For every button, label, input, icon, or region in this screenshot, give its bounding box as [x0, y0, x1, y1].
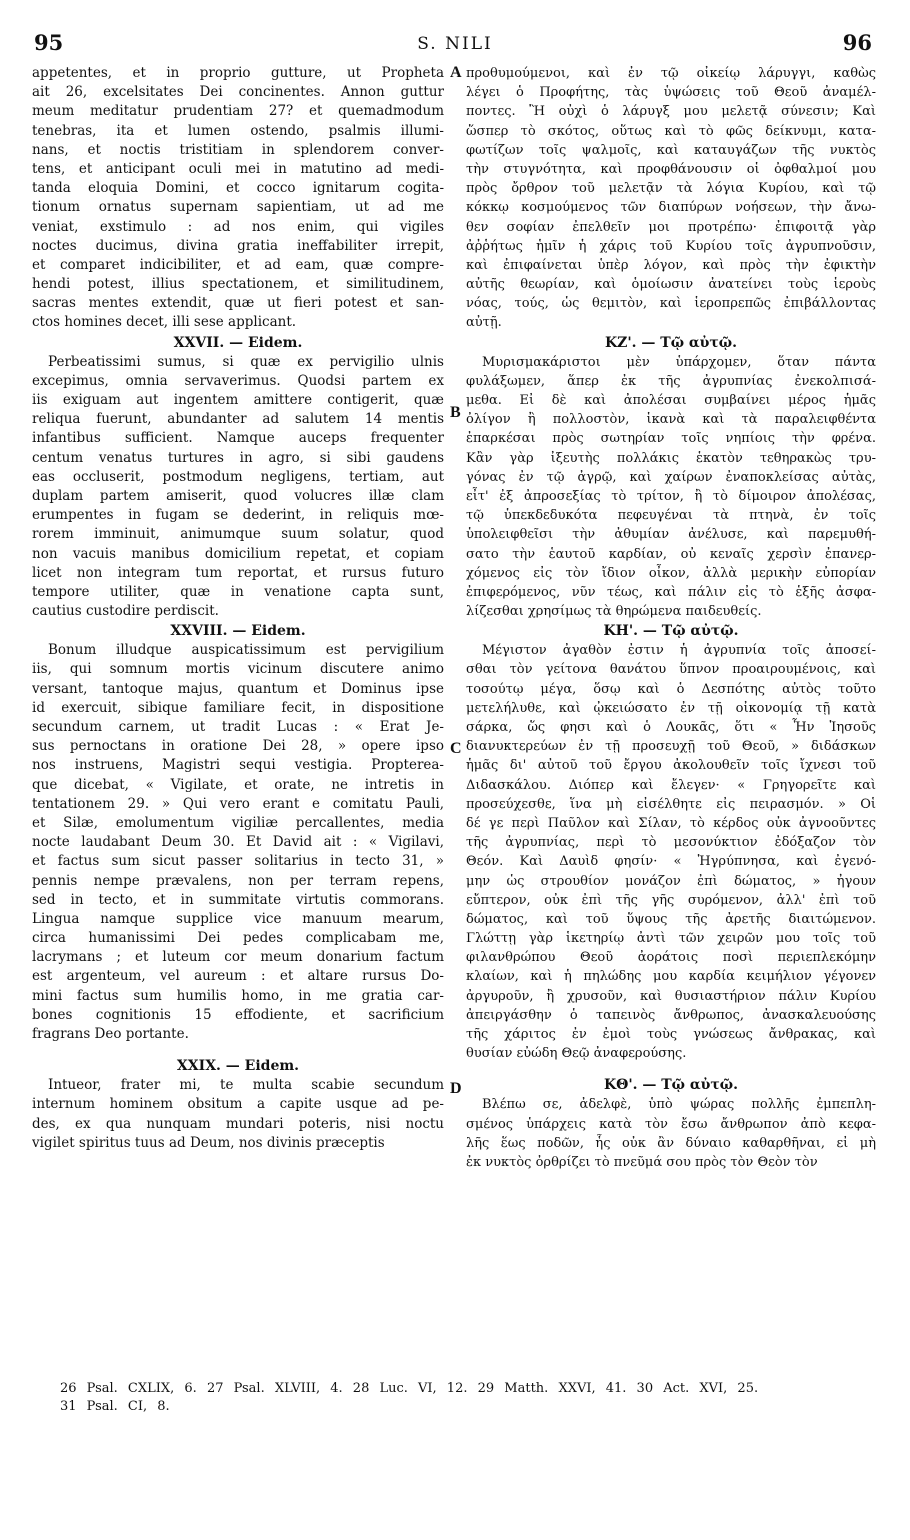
greek-column [466, 64, 876, 1172]
latin-text-line: erumpentes in fugam se dederint, in reliquis mœ- [32, 507, 444, 524]
greek-text-line: τῆς χάριτος ἐν ἐμοὶ τοὺς γνώσεως ἄνθρακας, καὶ [466, 1027, 876, 1042]
latin-text-line: sacras mentes extendit, quæ ut fieri potest et san- [32, 295, 444, 312]
greek-text-line: θεν σοφίαν ἐπελθεῖν μοι προτρέπω· ἐπιφοιτᾷ γὰρ [466, 219, 876, 235]
greek-text-line: τῆς ἀγρυπνίας, περὶ τὸ μεσονύκτιον ἐδόξαζον τὸν [466, 835, 876, 851]
latin-text-line: hendi potest, illius spectationem, et similitudinem, [32, 276, 444, 293]
latin-text-line: id exercuit, sibique familiare fecit, in dispositione [32, 699, 444, 716]
greek-text-line: χόμενος εἰς τὸν ἴδιον οἶκον, ἀλλὰ μερικὴν εὐπορίαν [466, 565, 876, 581]
greek-text-line: φωτίζων τοῖς ψαλμοῖς, καὶ καταυγάζων τῆς νυκτὸς [466, 142, 876, 158]
margin-letter-a: A [450, 64, 462, 81]
greek-text-line: φιλανθρώπου Θεοῦ ἀοράτοις ποσὶ περιεπλεκόμην [466, 950, 876, 966]
running-title: S. NILI [417, 34, 493, 54]
latin-text-line: meum meditatur prudentiam 27? et quemadmodum [32, 103, 444, 120]
greek-text-line: Διδασκάλου. Διόπερ καὶ ἔλεγεν· « Γρηγορεῖτε καὶ [466, 777, 876, 793]
greek-text-line: ἀῤῥήτως ἡμῖν ἡ χάρις τοῦ Κυρίου τοῖς ἀγρυπνοῦσιν, [466, 238, 876, 254]
latin-text-line: excepimus, omnia servaverimus. Quodsi partem ex [32, 372, 444, 389]
left-page-number: 95 [34, 30, 64, 55]
latin-text-line: nans, et noctis tristitiam in splendorem conver- [32, 141, 444, 158]
latin-text-line: eas occluserit, postmodum negligens, tertiam, aut [32, 468, 444, 485]
greek-text-line: μην ὡς στρουθίον μονάζον ἐπὶ δώματος, » ἠγουν [466, 873, 876, 889]
latin-text-line: iis exiguam aut ingentem amittere contigerit, quæ [32, 392, 444, 408]
greek-text-line: ὑπολειφθεῖσι τὴν ἀθυμίαν ἀνέλυσε, καὶ παρεμυθή- [466, 527, 876, 543]
greek-text-line: λέγει ὁ Προφήτης, τὰς ὑψώσεις τοῦ Θεοῦ ἀναμέλ- [466, 85, 876, 101]
greek-text-line: Βλέπω σε, ἀδελφὲ, ὑπὸ ψώρας πολλῆς ἐμπεπλη- [482, 1097, 876, 1113]
greek-text-line: δώματος, καὶ τοῦ ὕψους τῆς ἀρετῆς διαιτώμενον. [466, 911, 876, 927]
greek-text-line: Μυρισμακάριστοι μὲν ὑπάρχομεν, ὅταν πάντα [482, 354, 876, 370]
latin-text-line: tionum ornatus supernam sapientiam, ut ad me [32, 199, 444, 216]
latin-text-line: duplam partem amiserit, quod volucres illæ clam [32, 487, 444, 504]
greek-section-heading: ΚΖ'. — Τῷ αὐτῷ. [604, 334, 738, 351]
greek-section-heading: ΚΗ'. — Τῷ αὐτῷ. [603, 623, 739, 640]
footnote-line: 26 Psal. CXLIX, 6. 27 Psal. XLVIII, 4. 28 Luc. VI, 12. 29 Matth. XXVI, 41. 30 Act. XVI, 25. [60, 1381, 759, 1396]
latin-text-line: tens, et anticipant oculi mei in matutino ad medi- [32, 160, 444, 177]
greek-text-line: πρὸς ὄρθρον τοῦ μελετᾷν τὰ λόγια Κυρίου, καὶ τῷ [466, 181, 876, 197]
greek-text-line: σθαι τὸν γείτονα θανάτου ὕπνον προαιρουμένοις, καὶ [466, 662, 876, 678]
latin-text-line: lacrymans ; et luteum cor meum donarium factum [32, 949, 444, 966]
margin-letter-b: B [450, 404, 461, 421]
latin-text-line: Intueor, frater mi, te multa scabie secundum [48, 1077, 444, 1094]
greek-text-line: καὶ ἐπιφαίνεται ὑπὲρ λόγον, καὶ πρὸς τὴν ἐφικτὴν [466, 257, 876, 273]
greek-text-line: διανυκτερεύων ἐν τῇ προσευχῇ τοῦ Θεοῦ, » διδάσκων [466, 739, 876, 755]
latin-text-line: fragrans Deo portante. [32, 1026, 189, 1042]
greek-text-line: ἐπιφερόμενος, νῦν τέως, καὶ πάλιν εἰς τὸ ἑξῆς ἀσφα- [466, 584, 876, 600]
greek-text-line: λίζεσθαι χρησίμως τὰ θηρώμενα παιδευθείς. [466, 604, 762, 620]
footnote-line: 31 Psal. CI, 8. [60, 1399, 170, 1414]
greek-text-line: Μέγιστον ἀγαθὸν ἐστιν ἡ ἀγρυπνία τοῖς ἀποσεί- [482, 643, 876, 659]
latin-section-heading: XXIX. — Eidem. [176, 1058, 300, 1075]
greek-text-line: λῆς ἕως ποδῶν, ἧς οὐκ ἂν δύναιο καθαρθῆναι, εἰ μὴ [466, 1135, 876, 1151]
greek-text-line: ὥσπερ τὸ σκότος, οὕτως καὶ τὸ φῶς δείκνυμι, κατα- [466, 123, 876, 139]
greek-text-line: μεθα. Εἰ δὲ καὶ ἀπολέσαι συμβαίνει μέρος ἡμᾶς [466, 393, 876, 408]
latin-text-line: vigilet spiritus tuus ad Deum, nos divinis præceptis [32, 1134, 385, 1151]
latin-text-line: infantibus sufficient. Namque auceps frequenter [32, 430, 444, 447]
greek-text-line: ἐκ νυκτὸς ὀρθρίζει τὸ πνεῦμά σου πρὸς τὸν Θεὸν τὸν [466, 1154, 818, 1170]
latin-text-line: tempore utiliter, quæ in venatione capta sunt, [32, 583, 444, 600]
latin-column [32, 64, 444, 1153]
latin-section-heading: XXVIII. — Eidem. [170, 623, 306, 640]
greek-text-line: γόνας ἐν τῷ ἀγρῷ, καὶ χαίρων ἐναποκλείσας αὐτὰς, [466, 469, 876, 485]
latin-text-line: Perbeatissimi sumus, si quæ ex pervigilio ulnis [48, 353, 444, 370]
latin-text-line: rorem imminuit, animumque suum solatur, quod [32, 526, 444, 543]
greek-text-line: τὴν στυγνότητα, καὶ προφθάνουσιν οἱ ὀφθαλμοί μου [466, 161, 876, 177]
greek-text-line: ἐπαρκέσαι πρὸς σωτηρίαν τοῖς νηπίοις τὴν φρένα. [466, 431, 876, 447]
latin-text-line: et comparet indicibiliter, et ad eam, quæ compre- [32, 256, 444, 273]
latin-text-line: appetentes, et in proprio gutture, ut Propheta [32, 65, 444, 81]
latin-text-line: noctes ducimus, divina gratia ineffabiliter irrepit, [32, 237, 444, 254]
latin-text-line: sed in tecto, et in summitate virtutis commorans. [32, 891, 444, 908]
greek-text-line: τῷ ὑπεκδεδυκότα πεφευγέναι τὰ πτηνὰ, ἐν τοῖς [466, 508, 876, 524]
margin-letter-c: C [450, 740, 462, 757]
latin-text-line: pennis nempe prævalens, non per terram repens, [32, 872, 444, 889]
greek-text-line: αὐτῇ. [466, 315, 502, 331]
right-page-number: 96 [842, 30, 872, 55]
latin-text-line: secundum carnem, ut tradit Lucas : « Erat Je- [32, 719, 444, 735]
greek-text-line: προσεύχεσθε, ἵνα μὴ εἰσέλθητε εἰς πειρασμόν. » Οἱ [466, 796, 876, 812]
latin-text-line: non vacuis manibus domicilium repetat, et copiam [32, 545, 444, 562]
latin-text-line: et Silæ, emolumentum vigiliæ percallentes, media [32, 814, 444, 831]
greek-text-line: νόας, τούς, ὡς θεμιτὸν, καὶ ἱεροπρεπῶς ἐπιβάλλοντας [466, 296, 876, 312]
latin-text-line: mini factus sum humilis homo, in me gratia car- [32, 987, 444, 1004]
latin-text-line: versant, tantoque majus, quantum et Dominus ipse [32, 680, 444, 697]
latin-text-line: ctos homines decet, illi sese applicant. [32, 314, 297, 331]
margin-letter-d: D [450, 1080, 462, 1097]
greek-text-line: σατο τὴν ἑαυτοῦ καρδίαν, οὐ κεναῖς χερσὶν ἐπανερ- [466, 546, 876, 562]
latin-text-line: nos instruens, Magistri sequi vestigia. Propterea- [32, 757, 444, 774]
greek-text-line: τοσούτῳ μέγα, ὅσῳ καὶ ὁ Δεσπότης αὐτὸς τοῦτο [466, 681, 876, 697]
greek-text-line: εὔπτερον, οὐκ ἐπὶ τῆς γῆς συρόμενον, ἀλλ' ἐπὶ τοῦ [466, 892, 876, 908]
greek-text-line: δέ γε περὶ Παῦλον καὶ Σίλαν, τὸ κέρδος οὐκ ἀγνοοῦντες [466, 815, 876, 831]
greek-text-line: κόκκῳ κοσμούμενος τῶν διαπύρων νοήσεων, τὴν ἄνω- [466, 200, 876, 216]
greek-section-heading: ΚΘ'. — Τῷ αὐτῷ. [603, 1077, 738, 1094]
latin-text-line: et factus sum sicut passer solitarius in tecto 31, » [32, 853, 444, 870]
greek-text-line: ἀπειργάσθην ὁ ταπεινὸς ἄνθρωπος, ἀνασκαλευούσης [466, 1007, 876, 1023]
latin-spacer [32, 1044, 444, 1056]
latin-text-line: reliqua fuerunt, abundanter ad salutem 14 mentis [32, 411, 444, 428]
latin-text-line: veniat, exstimulo : ad nos enim, qui vigiles [32, 218, 444, 235]
greek-text-line: ἡμᾶς δι' αὐτοῦ τοῦ ἔργου ἀκολουθεῖν τοῖς ἴχνεσι τοῦ [466, 758, 876, 774]
latin-text-line: internum hominem obsitum a capite usque ad pe- [32, 1096, 444, 1113]
greek-text-line: προθυμούμενοι, καὶ ἐν τῷ οἰκείῳ λάρυγγι, καθὼς [466, 66, 876, 81]
greek-text-line: κλαίων, καὶ ἡ πηλώδης μου καρδία κειμήλιον γέγονεν [466, 969, 876, 985]
latin-text-line: iis, qui somnum mortis vicinum discutere animo [32, 661, 444, 678]
greek-text-line: σμένος ὑπάρχεις κατὰ τὸν ἔσω ἄνθρωπον ἀπὸ κεφα- [466, 1116, 876, 1132]
greek-text-line: Κἂν γὰρ ἰξευτὴς πολλάκις ἑκατὸν τεθηρακὼς τρυ- [466, 450, 876, 466]
latin-text-line: sus pernoctans in oratione Dei 28, » opere ipso [32, 738, 444, 755]
greek-text-line: αὐτῆς θεωρίαν, καὶ ὁμοίωσιν ἀνατείνει τοὺς ἱεροὺς [466, 277, 876, 293]
greek-text-line: Γλώττῃ γὰρ ἱκετηρίῳ ἀντὶ τῶν χειρῶν μου τοῖς τοῦ [466, 931, 876, 947]
greek-text-line: ἀργυροῦν, ἢ χρυσοῦν, καὶ θυσιαστήριον πάλιν Κυρίου [466, 988, 876, 1004]
latin-text-line: tanda eloquia Domini, et cocco ignitarum cogita- [32, 180, 444, 197]
greek-text-line: φυλάξωμεν, ἅπερ ἐκ τῆς ἀγρυπνίας ἐνεκολπισά- [466, 373, 876, 389]
latin-text-line: bones cognitionis 15 effodiente, et sacrificium [32, 1006, 444, 1023]
latin-section-heading: XXVII. — Eidem. [173, 334, 303, 351]
greek-spacer [466, 1063, 876, 1075]
greek-text-line: ποντες. Ἢ οὐχὶ ὁ λάρυγξ μου μελετᾷ σύνεσιν; Καὶ [466, 104, 876, 120]
latin-text-line: Lingua namque supplice vice manuum mearum, [32, 910, 444, 927]
greek-text-line: σάρκα, ὥς φησι καὶ ὁ Λουκᾶς, ὅτι « Ἦν Ἰησοῦς [466, 720, 876, 735]
greek-text-line: μετελήλυθε, καὶ ᾠκειώσατο ἐν τῇ οἰκονομίᾳ τῇ κατὰ [466, 700, 876, 716]
footnotes [60, 1380, 880, 1416]
latin-text-line: licet non integram tum reportat, et rursus futuro [32, 564, 444, 581]
latin-text-line: est argenteum, vel aureum : et altare rursus Do- [32, 968, 444, 985]
latin-text-line: tenebras, ita et lumen ostendo, psalmis illumi- [32, 122, 444, 139]
latin-text-line: nocte laudabant Deum 30. Et David ait : « Vigilavi, [32, 834, 444, 851]
latin-text-line: tentationem 29. » Qui vero erant e comitatu Pauli, [32, 795, 444, 812]
latin-text-line: ait 26, excelsitates Dei concinentes. Annon guttur [32, 84, 444, 101]
latin-text-line: circa humanissimi Dei pedes complicabam me, [32, 930, 444, 947]
latin-text-line: Bonum illudque auspicatissimum est pervigilium [48, 642, 444, 659]
greek-text-line: εἶτ' ἐξ ἀπροσεξίας τὸ τρίτον, ἢ τὸ δίμοιρον ἀπολέσας, [466, 488, 876, 504]
latin-text-line: cautius custodire perdiscit. [32, 603, 219, 620]
latin-text-line: des, ex qua nunquam mundari poteris, nisi noctu [32, 1115, 444, 1132]
greek-text-line: θυσίαν εὐώδη Θεῷ ἀναφερούσης. [466, 1046, 687, 1062]
page-header [0, 30, 910, 60]
latin-text-line: centum venatus turtures in agro, si sibi gaudens [32, 449, 444, 466]
greek-text-line: Θεόν. Καὶ Δαυὶδ φησίν· « Ἠγρύπνησα, καὶ ἐγενό- [466, 854, 876, 870]
latin-text-line: que dicebat, « Vigilate, et orate, ne intretis in [32, 776, 444, 793]
greek-text-line: ὀλίγον ἢ πολλοστὸν, ἱκανὰ καὶ τὰ παραλειφθέντα [466, 412, 876, 428]
